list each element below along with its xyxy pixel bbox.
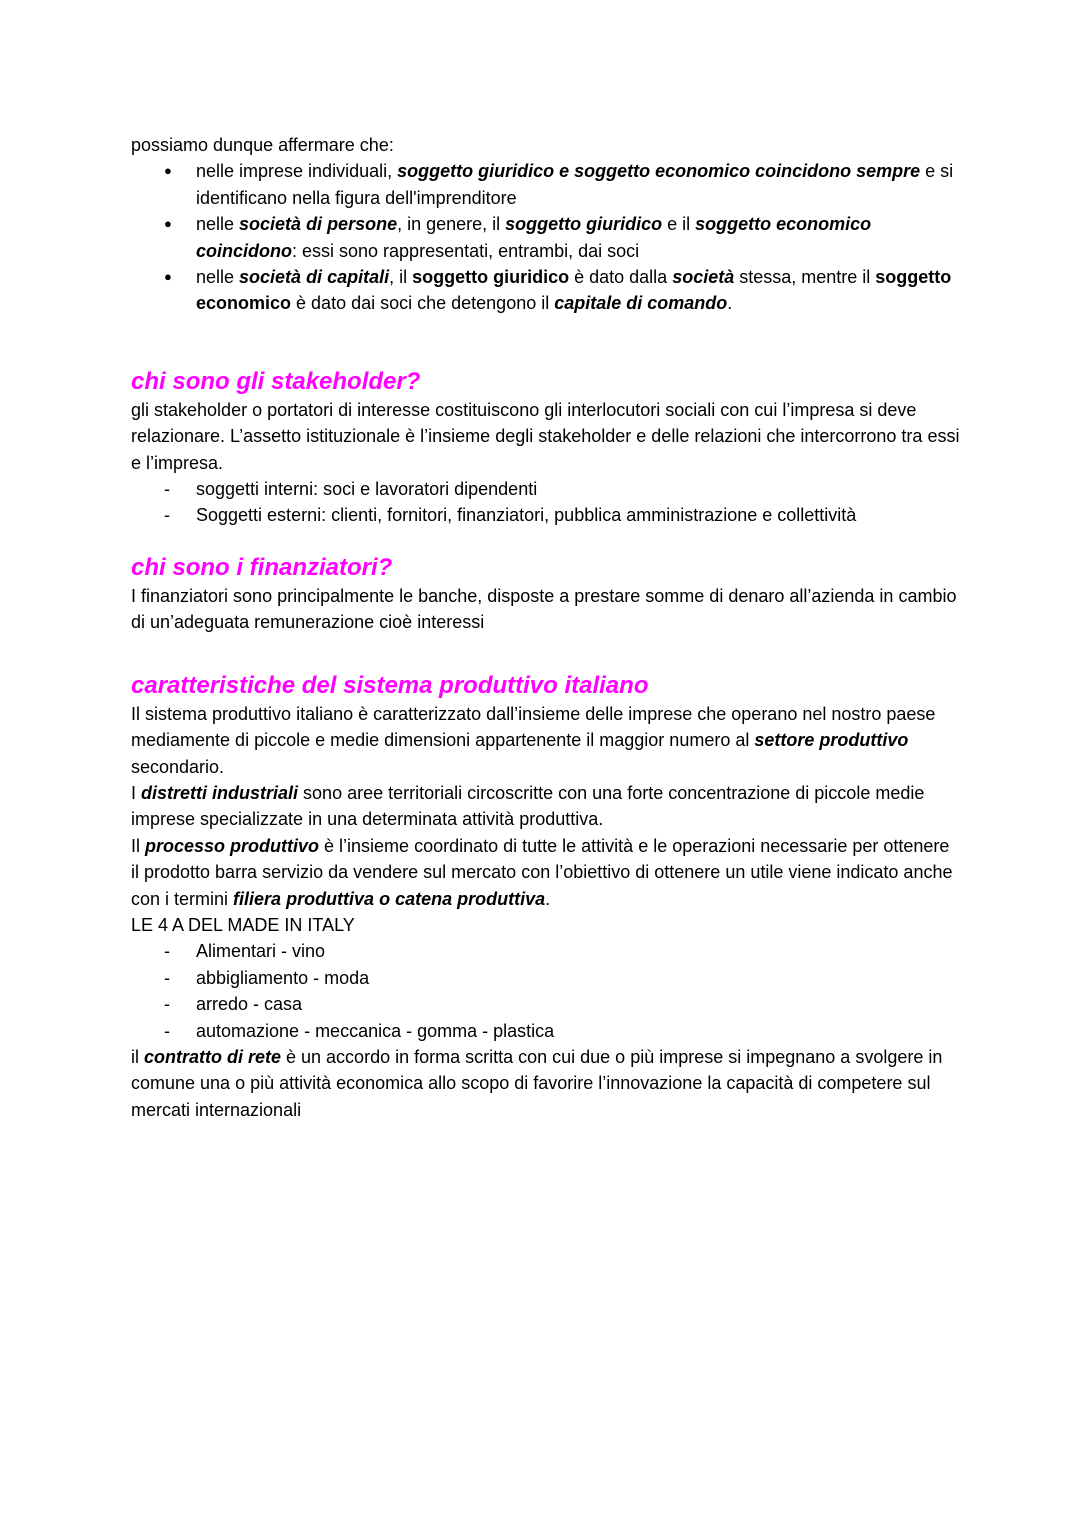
list-item: - Alimentari - vino (131, 938, 961, 964)
stakeholder-text: gli stakeholder o portatori di interesse costituiscono gli interlocutori sociali con cui l’impresa si deve relazionare. L’assetto istituzionale è l’insieme degli stakeholder e delle relazioni che intercorrono tra essi e l’impresa. (131, 399, 960, 473)
sistema-paragraph-3: Il processo produttivo è l’insieme coordinato di tutte le attività e le operazioni necessarie per ottenere il prodotto barra servizio da vendere sul mercato con l’obiettivo di ottenere un utile viene indicato anche con i termini filiera produttiva o catena produttiva. (131, 835, 953, 909)
list-item: - Soggetti esterni: clienti, fornitori, finanziatori, pubblica amministrazione e collettività (131, 502, 961, 528)
intro-bullet-list (131, 158, 961, 316)
document-page (131, 132, 961, 1123)
list-item: - soggetti interni: soci e lavoratori dipendenti (131, 476, 961, 502)
sistema-paragraph-1: Il sistema produttivo italiano è caratterizzato dall’insieme delle imprese che operano nel nostro paese mediamente di piccole e medie dimensioni appartenente il maggior numero al settore produttivo secondario. (131, 703, 936, 777)
list-item: - abbigliamento - moda (131, 965, 961, 991)
list-item: - automazione - meccanica - gomma - plastica (131, 1018, 961, 1044)
heading-stakeholder: chi sono gli stakeholder? (131, 367, 421, 395)
list-item: ● nelle società di persone, in genere, il soggetto giuridico e il soggetto economico coincidono: essi sono rappresentati, entrambi, dai soci (131, 211, 961, 264)
list-item: ● nelle società di capitali, il soggetto giuridico è dato dalla società stessa, mentre il soggetto economico è dato dai soci che detengono il capitale di comando. (131, 264, 961, 317)
intro-lead: possiamo dunque affermare che: (131, 135, 394, 155)
sistema-paragraph-2: I distretti industriali sono aree territoriali circoscritte con una forte concentrazione di piccole medie imprese specializzate in una determinata attività produttiva. (131, 782, 925, 830)
list-item: ● nelle imprese individuali, soggetto giuridico e soggetto economico coincidono sempre e si identificano nella figura dell'imprenditore (131, 158, 961, 211)
list-item: - arredo - casa (131, 991, 961, 1017)
stakeholder-list (131, 476, 961, 529)
heading-finanziatori: chi sono i finanziatori? (131, 553, 393, 581)
made-in-italy-list (131, 938, 961, 1044)
sistema-paragraph-4: il contratto di rete è un accordo in forma scritta con cui due o più imprese si impegnano a svolgere in comune una o più attività economica allo scopo di favorire l’innovazione la capacità di competere sul mercati internazionali (131, 1046, 943, 1120)
made-in-italy-title: LE 4 A DEL MADE IN ITALY (131, 914, 355, 935)
heading-sistema-produttivo: caratteristiche del sistema produttivo italiano (131, 671, 649, 699)
finanziatori-text: I finanziatori sono principalmente le banche, disposte a prestare somme di denaro all’azienda in cambio di un’adeguata remunerazione cioè interessi (131, 585, 957, 633)
